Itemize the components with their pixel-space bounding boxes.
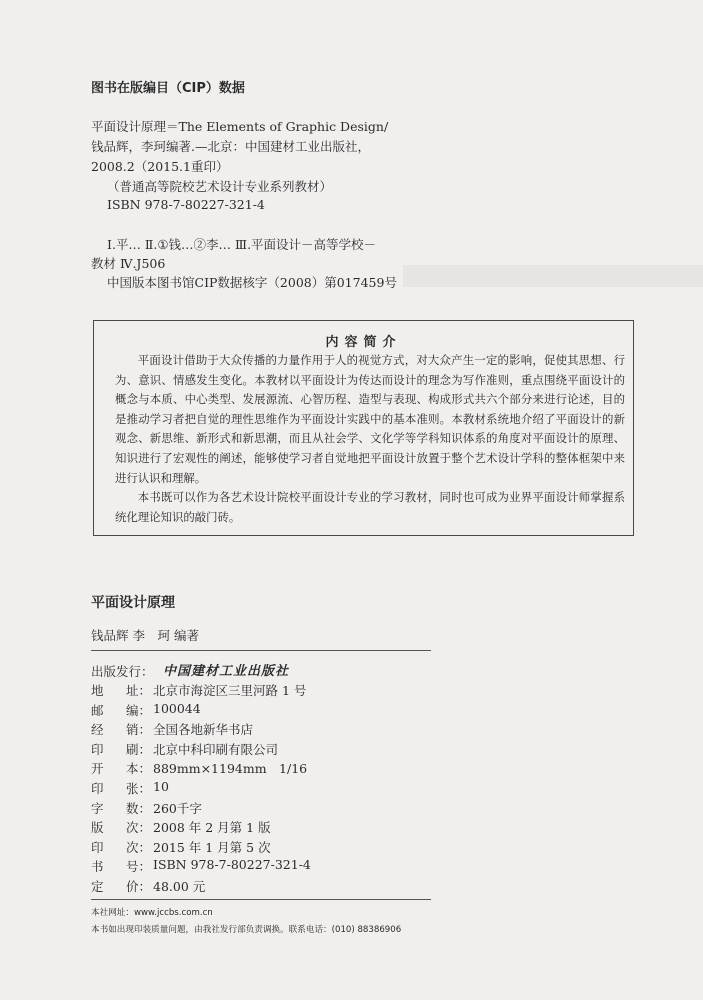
detail-row: 开 本 ： 889mm×1194mm 1/16 bbox=[91, 759, 311, 779]
detail-value: 2008 年 2 月第 1 版 bbox=[153, 820, 271, 836]
cip-line: 教材 Ⅳ.J506 bbox=[91, 256, 166, 271]
publisher-label: 出版发行： bbox=[91, 664, 154, 679]
divider bbox=[91, 650, 431, 651]
publication-details bbox=[91, 681, 311, 897]
cip-line: （普通高等院校艺术设计专业系列教材） bbox=[107, 179, 333, 194]
detail-value: 260千字 bbox=[153, 800, 202, 816]
detail-value: 10 bbox=[153, 778, 169, 794]
detail-value: 2015 年 1 月第 5 次 bbox=[153, 839, 271, 855]
abstract-box bbox=[93, 320, 634, 536]
detail-value: ISBN 978-7-80227-321-4 bbox=[153, 857, 311, 873]
publisher-logotype: 中国建材工业出版社 bbox=[163, 664, 290, 679]
cip-line: 钱品辉，李珂编著.—北京：中国建材工业出版社， bbox=[91, 139, 370, 154]
cip-line: 2008.2（2015.1重印） bbox=[91, 159, 229, 174]
footer-divider bbox=[91, 899, 431, 900]
cip-number-line: 中国版本图书馆CIP数据核字（2008）第017459号 bbox=[107, 275, 397, 290]
detail-row: 经 销 ： 全国各地新华书店 bbox=[91, 720, 311, 740]
detail-row: 邮 编 ： 100044 bbox=[91, 701, 311, 721]
publisher-website: 本社网址：www.jccbs.com.cn bbox=[91, 908, 213, 918]
detail-value: 48.00 元 bbox=[153, 878, 206, 894]
detail-value: 全国各地新华书店 bbox=[153, 722, 254, 738]
detail-row: 印 刷 ： 北京中科印刷有限公司 bbox=[91, 740, 311, 760]
detail-row: 印 张 ： 10 bbox=[91, 779, 311, 799]
detail-value: 889mm×1194mm 1/16 bbox=[153, 761, 308, 777]
detail-row: 地 址 ： 北京市海淀区三里河路 1 号 bbox=[91, 681, 311, 701]
cip-line: Ⅰ.平… Ⅱ.①钱…②李… Ⅲ.平面设计－高等学校－ bbox=[107, 237, 377, 252]
book-author: 钱品辉 李 珂 编著 bbox=[91, 628, 199, 643]
abstract-paragraph: 平面设计借助于大众传播的力量作用于人的视觉方式，对大众产生一定的影响，促使其思想、行为、意识、情感发生变化。本教材以平面设计为传达而设计的理念为写作准则，重点围绕平面设计的概念与本质、中心类型、发展源流、心智历程、造型与表现、构成形式共六个部分来进行论述，目的是推动学习者把自觉的理性思维作为平面设计实践中的基本准则。本教材系统地介绍了平面设计的新观念、新思维、新形式和新思潮，而且从社会学、文化学等学科知识体系的角度对平面设计的原理、知识进行了宏观性的阐述，能够使学习者自觉地把平面设计放置于整个艺术设计学科的整体框架中来进行认识和理解。 bbox=[115, 353, 625, 485]
detail-row: 版 次 ： 2008 年 2 月第 1 版 bbox=[91, 818, 311, 838]
detail-row: 定 价 ： 48.00 元 bbox=[91, 877, 311, 897]
detail-value: 100044 bbox=[153, 700, 201, 716]
cip-line: ISBN 978-7-80227-321-4 bbox=[107, 197, 265, 212]
detail-value: 北京市海淀区三里河路 1 号 bbox=[153, 683, 307, 698]
abstract-body bbox=[115, 351, 625, 527]
detail-value: 北京中科印刷有限公司 bbox=[153, 741, 279, 757]
cip-line: 平面设计原理＝The Elements of Graphic Design/ bbox=[91, 119, 389, 134]
abstract-title: 内容简介 bbox=[325, 335, 402, 350]
abstract-paragraph: 本书既可以作为各艺术设计院校平面设计专业的学习教材，同时也可成为业界平面设计师掌握系统化理论知识的敲门砖。 bbox=[115, 490, 625, 524]
detail-row: 书 号 ： ISBN 978-7-80227-321-4 bbox=[91, 857, 311, 877]
cip-heading: 图书在版编目（CIP）数据 bbox=[91, 81, 245, 96]
book-title: 平面设计原理 bbox=[91, 595, 175, 611]
detail-row: 印 次 ： 2015 年 1 月第 5 次 bbox=[91, 838, 311, 858]
bleed-through-band bbox=[403, 265, 703, 287]
detail-row: 字 数 ： 260千字 bbox=[91, 799, 311, 819]
quality-notice: 本书如出现印装质量问题，由我社发行部负责调换。联系电话：(010) 88386906 bbox=[91, 925, 402, 935]
